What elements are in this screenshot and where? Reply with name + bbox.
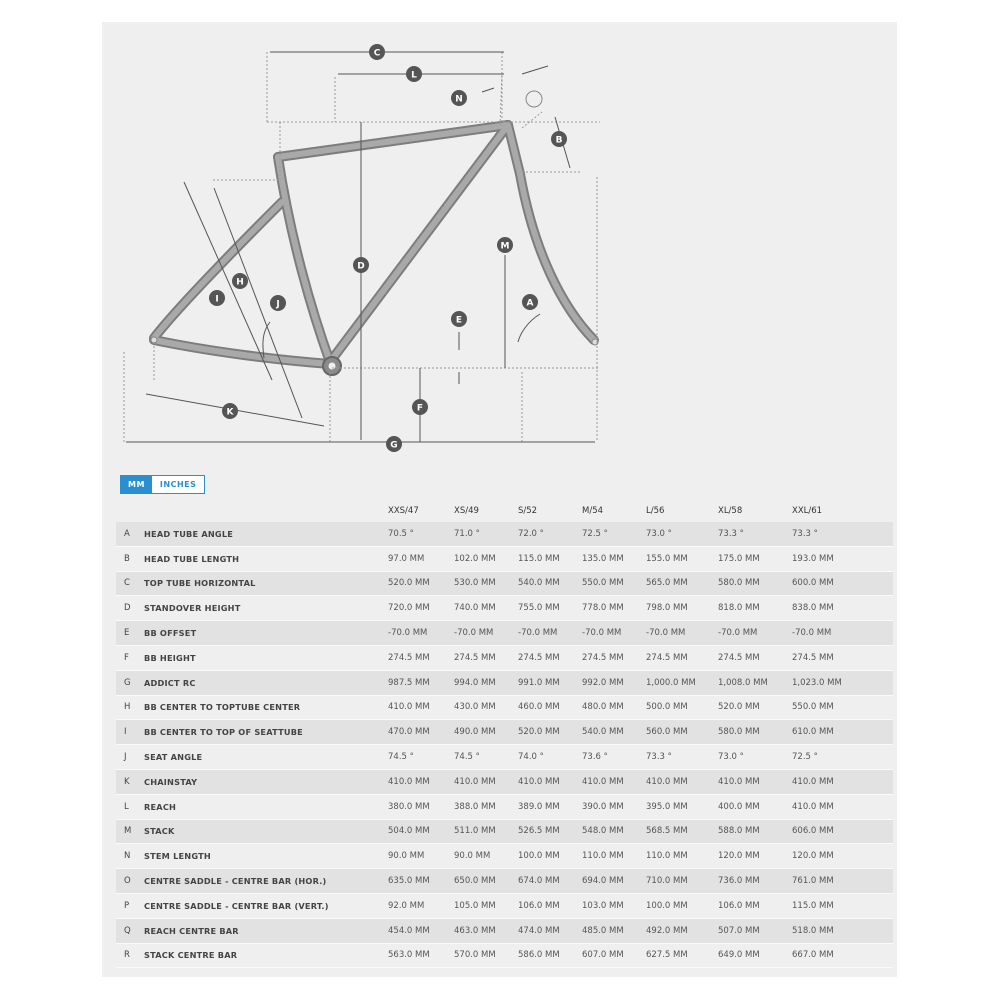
row-value: 563.0 MM	[388, 943, 454, 968]
row-value: 520.0 MM	[718, 695, 792, 720]
row-label: BB OFFSET	[144, 621, 388, 646]
table-row	[116, 869, 893, 894]
row-key: A	[116, 522, 144, 546]
row-key: J	[116, 745, 144, 770]
badge-b	[551, 131, 567, 147]
row-key: B	[116, 546, 144, 571]
table-row	[116, 819, 893, 844]
badge-i	[209, 290, 225, 306]
row-label: TOP TUBE HORIZONTAL	[144, 571, 388, 596]
row-value: 504.0 MM	[388, 819, 454, 844]
row-value: -70.0 MM	[646, 621, 718, 646]
row-value: 73.3 °	[792, 522, 893, 546]
row-label: BB CENTER TO TOP OF SEATTUBE	[144, 720, 388, 745]
size-header: S/52	[518, 506, 538, 516]
row-value: 410.0 MM	[582, 769, 646, 794]
row-value: 90.0 MM	[454, 844, 518, 869]
row-key: N	[116, 844, 144, 869]
row-value: -70.0 MM	[518, 621, 582, 646]
row-value: -70.0 MM	[454, 621, 518, 646]
row-key: D	[116, 596, 144, 621]
svg-text:I: I	[215, 294, 219, 305]
row-label: CENTRE SADDLE - CENTRE BAR (VERT.)	[144, 893, 388, 918]
row-value: 526.5 MM	[518, 819, 582, 844]
row-value: 550.0 MM	[792, 695, 893, 720]
row-value: 610.0 MM	[792, 720, 893, 745]
row-label: HEAD TUBE LENGTH	[144, 546, 388, 571]
row-key: E	[116, 621, 144, 646]
badge-m	[497, 237, 513, 253]
table-row	[116, 943, 893, 968]
row-value: 761.0 MM	[792, 869, 893, 894]
row-value: 74.5 °	[454, 745, 518, 770]
row-value: 991.0 MM	[518, 670, 582, 695]
row-value: 548.0 MM	[582, 819, 646, 844]
row-value: 410.0 MM	[792, 794, 893, 819]
svg-text:E: E	[455, 315, 463, 326]
row-value: 490.0 MM	[454, 720, 518, 745]
row-value: 390.0 MM	[582, 794, 646, 819]
table-row	[116, 769, 893, 794]
row-value: 106.0 MM	[518, 893, 582, 918]
row-key: H	[116, 695, 144, 720]
row-label: STANDOVER HEIGHT	[144, 596, 388, 621]
row-label: BB HEIGHT	[144, 645, 388, 670]
row-value: 992.0 MM	[582, 670, 646, 695]
row-value: 155.0 MM	[646, 546, 718, 571]
unit-mm-button[interactable]: MM	[121, 476, 152, 493]
row-value: 410.0 MM	[454, 769, 518, 794]
row-value: 649.0 MM	[718, 943, 792, 968]
row-value: 511.0 MM	[454, 819, 518, 844]
row-key: L	[116, 794, 144, 819]
table-row	[116, 645, 893, 670]
row-value: 410.0 MM	[518, 769, 582, 794]
row-value: 105.0 MM	[454, 893, 518, 918]
table-row	[116, 794, 893, 819]
row-value: 580.0 MM	[718, 720, 792, 745]
row-value: 110.0 MM	[582, 844, 646, 869]
badge-f	[412, 399, 428, 415]
row-value: 74.5 °	[388, 745, 454, 770]
row-value: 102.0 MM	[454, 546, 518, 571]
row-value: 274.5 MM	[388, 645, 454, 670]
row-value: 710.0 MM	[646, 869, 718, 894]
row-label: STACK CENTRE BAR	[144, 943, 388, 968]
row-value: 507.0 MM	[718, 918, 792, 943]
row-value: 410.0 MM	[718, 769, 792, 794]
row-value: 580.0 MM	[718, 571, 792, 596]
row-value: 1,000.0 MM	[646, 670, 718, 695]
row-value: 1,023.0 MM	[792, 670, 893, 695]
svg-text:A: A	[526, 298, 534, 309]
row-value: 550.0 MM	[582, 571, 646, 596]
svg-text:D: D	[357, 261, 365, 272]
row-key: G	[116, 670, 144, 695]
row-label: ADDICT RC	[144, 670, 388, 695]
svg-text:G: G	[390, 440, 398, 451]
reference-lines	[124, 52, 600, 442]
row-value: 565.0 MM	[646, 571, 718, 596]
row-value: 570.0 MM	[454, 943, 518, 968]
row-value: 92.0 MM	[388, 893, 454, 918]
table-row	[116, 621, 893, 646]
row-value: 720.0 MM	[388, 596, 454, 621]
row-value: 274.5 MM	[646, 645, 718, 670]
size-header: M/54	[582, 506, 604, 516]
row-value: 460.0 MM	[518, 695, 582, 720]
row-value: 1,008.0 MM	[718, 670, 792, 695]
table-row	[116, 522, 893, 546]
row-value: 103.0 MM	[582, 893, 646, 918]
table-row	[116, 546, 893, 571]
row-value: 987.5 MM	[388, 670, 454, 695]
row-value: 568.5 MM	[646, 819, 718, 844]
row-value: 120.0 MM	[792, 844, 893, 869]
row-label: SEAT ANGLE	[144, 745, 388, 770]
row-value: -70.0 MM	[582, 621, 646, 646]
row-value: 100.0 MM	[646, 893, 718, 918]
row-value: 71.0 °	[454, 522, 518, 546]
row-value: 410.0 MM	[646, 769, 718, 794]
dimension-lines	[126, 52, 595, 442]
row-value: 520.0 MM	[518, 720, 582, 745]
row-value: 838.0 MM	[792, 596, 893, 621]
row-value: 492.0 MM	[646, 918, 718, 943]
row-value: 635.0 MM	[388, 869, 454, 894]
row-value: 674.0 MM	[518, 869, 582, 894]
table-row	[116, 695, 893, 720]
diagram-badges	[209, 44, 567, 452]
row-value: 389.0 MM	[518, 794, 582, 819]
row-value: 115.0 MM	[792, 893, 893, 918]
row-value: 72.5 °	[792, 745, 893, 770]
bike-frame	[151, 91, 598, 375]
row-value: 135.0 MM	[582, 546, 646, 571]
badge-c	[369, 44, 385, 60]
row-label: HEAD TUBE ANGLE	[144, 522, 388, 546]
row-label: CHAINSTAY	[144, 769, 388, 794]
row-value: 395.0 MM	[646, 794, 718, 819]
badge-a	[522, 294, 538, 310]
unit-inches-button[interactable]: INCHES	[159, 480, 197, 489]
geometry-table-body	[116, 522, 893, 968]
row-value: -70.0 MM	[388, 621, 454, 646]
geometry-panel	[102, 22, 897, 977]
row-value: 115.0 MM	[518, 546, 582, 571]
row-value: -70.0 MM	[792, 621, 893, 646]
row-label: STEM LENGTH	[144, 844, 388, 869]
svg-text:J: J	[276, 299, 280, 310]
row-key: K	[116, 769, 144, 794]
row-label: REACH	[144, 794, 388, 819]
row-key: P	[116, 893, 144, 918]
row-value: 73.3 °	[646, 745, 718, 770]
row-value: 110.0 MM	[646, 844, 718, 869]
row-value: 430.0 MM	[454, 695, 518, 720]
svg-text:B: B	[555, 135, 563, 146]
row-value: 106.0 MM	[718, 893, 792, 918]
row-value: -70.0 MM	[718, 621, 792, 646]
row-value: 463.0 MM	[454, 918, 518, 943]
table-row	[116, 893, 893, 918]
row-value: 607.0 MM	[582, 943, 646, 968]
row-value: 694.0 MM	[582, 869, 646, 894]
badge-e	[451, 311, 467, 327]
row-value: 518.0 MM	[792, 918, 893, 943]
row-value: 740.0 MM	[454, 596, 518, 621]
row-value: 530.0 MM	[454, 571, 518, 596]
row-value: 540.0 MM	[582, 720, 646, 745]
row-value: 100.0 MM	[518, 844, 582, 869]
row-value: 74.0 °	[518, 745, 582, 770]
row-key: O	[116, 869, 144, 894]
svg-text:C: C	[373, 48, 381, 59]
svg-text:M: M	[500, 241, 510, 252]
row-value: 73.0 °	[718, 745, 792, 770]
row-value: 454.0 MM	[388, 918, 454, 943]
row-value: 485.0 MM	[582, 918, 646, 943]
row-value: 588.0 MM	[718, 819, 792, 844]
row-value: 474.0 MM	[518, 918, 582, 943]
row-key: I	[116, 720, 144, 745]
frame-geometry-diagram	[102, 22, 897, 462]
badge-k	[222, 403, 238, 419]
row-value: 470.0 MM	[388, 720, 454, 745]
row-label: BB CENTER TO TOPTUBE CENTER	[144, 695, 388, 720]
badge-j	[270, 295, 286, 311]
badge-g	[386, 436, 402, 452]
svg-text:H: H	[236, 277, 244, 288]
row-value: 627.5 MM	[646, 943, 718, 968]
svg-text:L: L	[411, 70, 417, 81]
row-value: 410.0 MM	[388, 695, 454, 720]
row-key: Q	[116, 918, 144, 943]
unit-toggle	[120, 475, 205, 494]
row-value: 600.0 MM	[792, 571, 893, 596]
row-value: 650.0 MM	[454, 869, 518, 894]
row-key: F	[116, 645, 144, 670]
row-value: 480.0 MM	[582, 695, 646, 720]
row-value: 606.0 MM	[792, 819, 893, 844]
row-value: 388.0 MM	[454, 794, 518, 819]
row-value: 818.0 MM	[718, 596, 792, 621]
row-label: CENTRE SADDLE - CENTRE BAR (HOR.)	[144, 869, 388, 894]
size-header: L/56	[646, 506, 665, 516]
row-key: C	[116, 571, 144, 596]
geometry-table	[116, 500, 893, 968]
row-value: 736.0 MM	[718, 869, 792, 894]
size-header: XXS/47	[388, 506, 419, 516]
row-value: 540.0 MM	[518, 571, 582, 596]
row-value: 120.0 MM	[718, 844, 792, 869]
table-row	[116, 844, 893, 869]
row-value: 274.5 MM	[582, 645, 646, 670]
size-header: XXL/61	[792, 506, 823, 516]
row-value: 73.3 °	[718, 522, 792, 546]
row-value: 72.5 °	[582, 522, 646, 546]
row-value: 586.0 MM	[518, 943, 582, 968]
table-row	[116, 596, 893, 621]
row-label: REACH CENTRE BAR	[144, 918, 388, 943]
row-value: 560.0 MM	[646, 720, 718, 745]
svg-text:K: K	[226, 407, 234, 418]
row-value: 798.0 MM	[646, 596, 718, 621]
row-value: 500.0 MM	[646, 695, 718, 720]
row-value: 90.0 MM	[388, 844, 454, 869]
size-header: XS/49	[454, 506, 479, 516]
table-row	[116, 720, 893, 745]
row-value: 410.0 MM	[792, 769, 893, 794]
row-key: R	[116, 943, 144, 968]
table-row	[116, 571, 893, 596]
row-value: 73.6 °	[582, 745, 646, 770]
table-row	[116, 918, 893, 943]
row-value: 778.0 MM	[582, 596, 646, 621]
badge-d	[353, 257, 369, 273]
svg-text:F: F	[416, 403, 424, 414]
row-value: 380.0 MM	[388, 794, 454, 819]
row-value: 72.0 °	[518, 522, 582, 546]
row-value: 175.0 MM	[718, 546, 792, 571]
row-value: 400.0 MM	[718, 794, 792, 819]
row-label: STACK	[144, 819, 388, 844]
row-value: 994.0 MM	[454, 670, 518, 695]
row-key: M	[116, 819, 144, 844]
row-value: 410.0 MM	[388, 769, 454, 794]
row-value: 274.5 MM	[718, 645, 792, 670]
table-row	[116, 745, 893, 770]
row-value: 193.0 MM	[792, 546, 893, 571]
table-header-row	[116, 500, 893, 522]
row-value: 73.0 °	[646, 522, 718, 546]
row-value: 274.5 MM	[518, 645, 582, 670]
badge-l	[406, 66, 422, 82]
row-value: 97.0 MM	[388, 546, 454, 571]
table-row	[116, 670, 893, 695]
row-value: 520.0 MM	[388, 571, 454, 596]
svg-text:N: N	[455, 94, 463, 105]
row-value: 667.0 MM	[792, 943, 893, 968]
badge-h	[232, 273, 248, 289]
row-value: 755.0 MM	[518, 596, 582, 621]
badge-n	[451, 90, 467, 106]
row-value: 70.5 °	[388, 522, 454, 546]
size-header: XL/58	[718, 506, 743, 516]
row-value: 274.5 MM	[454, 645, 518, 670]
row-value: 274.5 MM	[792, 645, 893, 670]
